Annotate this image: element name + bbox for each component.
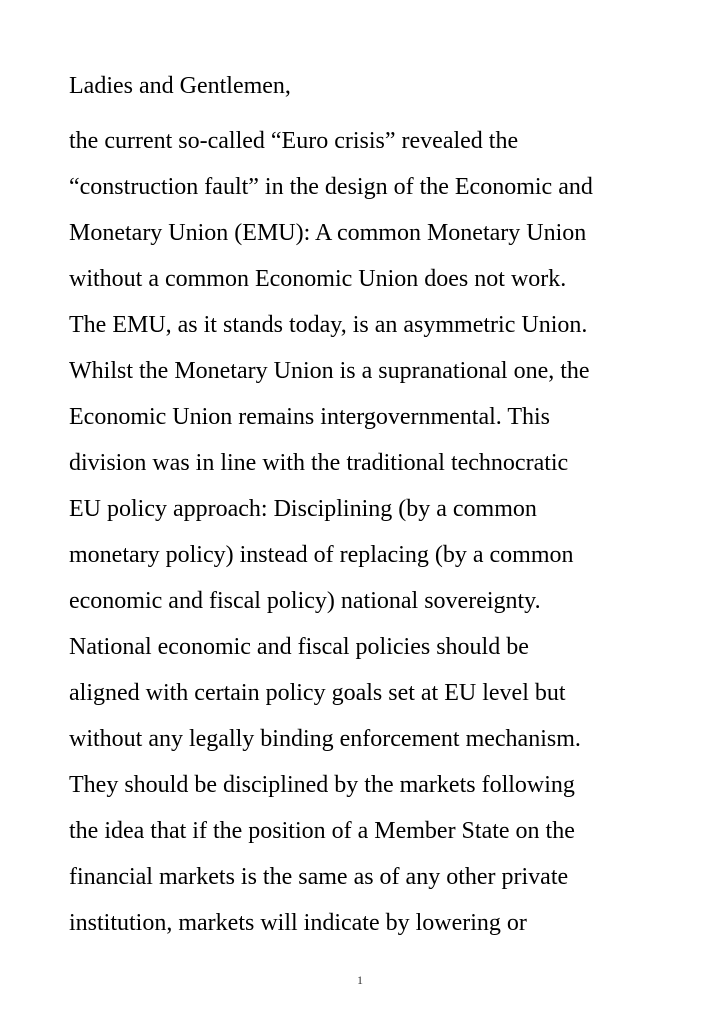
text-line: Monetary Union (EMU): A common Monetary Union (69, 220, 587, 246)
text-line: National economic and fiscal policies should be (69, 634, 529, 660)
text-line: Economic Union remains intergovernmental. This (69, 404, 551, 430)
text-line: “construction fault” in the design of the Economic and (69, 174, 593, 200)
text-line: the idea that if the position of a Member State on the (69, 818, 575, 844)
text-line: EU policy approach: Disciplining (by a common (69, 496, 537, 522)
text-line: Whilst the Monetary Union is a supranational one, the (69, 358, 590, 384)
text-line: aligned with certain policy goals set at EU level but (69, 680, 566, 706)
text-line: financial markets is the same as of any other private (69, 864, 569, 890)
text-line: monetary policy) instead of replacing (by a common (69, 542, 574, 568)
text-line: without a common Economic Union does not work. (69, 266, 567, 292)
text-line: without any legally binding enforcement mechanism. (69, 726, 581, 752)
page-number: 1 (357, 973, 363, 987)
salutation: Ladies and Gentlemen, (69, 73, 291, 99)
text-line: the current so-called “Euro crisis” revealed the (69, 128, 519, 154)
text-line: institution, markets will indicate by lowering or (69, 910, 527, 936)
text-line: division was in line with the traditional technocratic (69, 450, 569, 476)
text-line: They should be disciplined by the markets following (69, 772, 575, 798)
text-line: The EMU, as it stands today, is an asymmetric Union. (69, 312, 588, 338)
text-line: economic and fiscal policy) national sovereignty. (69, 588, 541, 614)
speech-paragraph (69, 118, 669, 946)
